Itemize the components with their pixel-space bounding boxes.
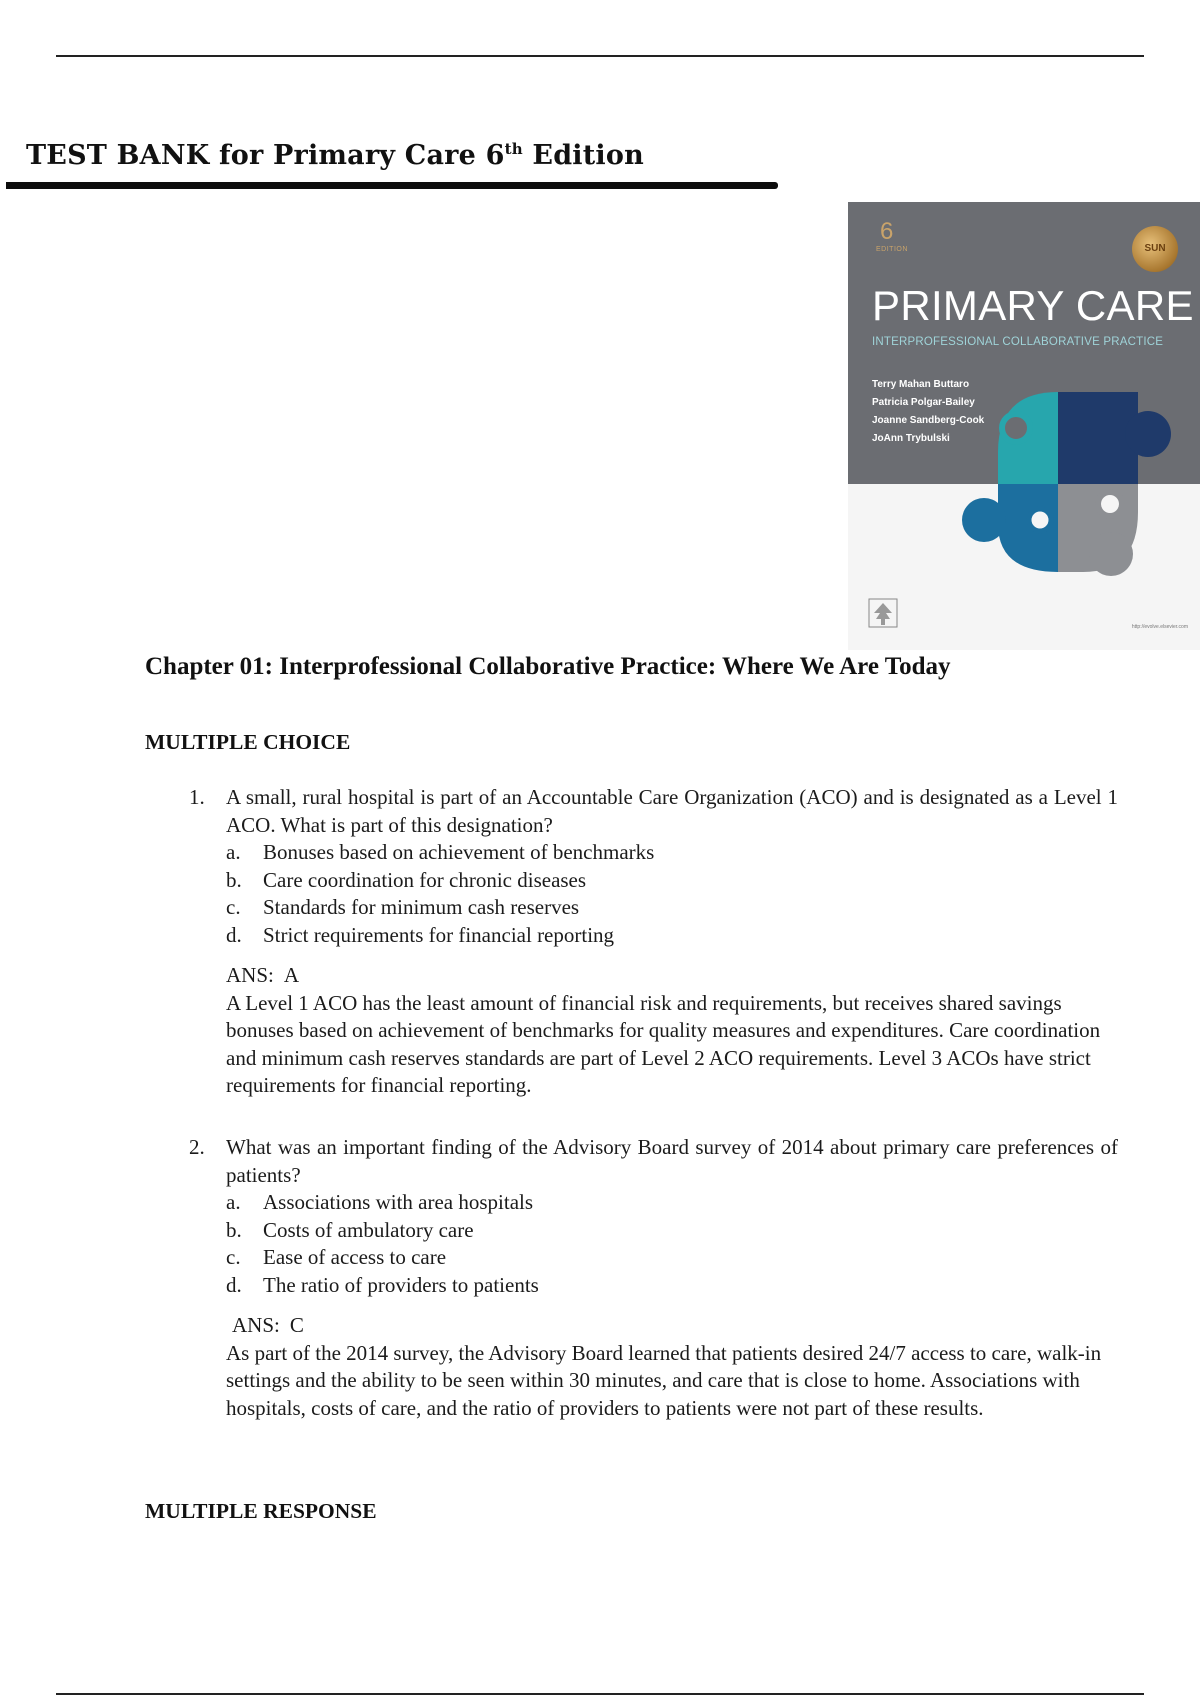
title-underline <box>6 182 778 189</box>
option-b: b. Costs of ambulatory care <box>226 1217 474 1242</box>
question-number: 1. <box>189 785 205 809</box>
section-multiple-choice: MULTIPLE CHOICE <box>145 730 351 754</box>
option-d: d. The ratio of providers to patients <box>226 1272 539 1297</box>
question-text: What was an important finding of the Advisory Board survey of 2014 about primary care preferences of patients? <box>226 1135 1118 1187</box>
answer-options <box>145 839 1120 949</box>
rationale-text: A Level 1 ACO has the least amount of financial risk and requirements, but receives shared savings bonuses based on achievement of benchmarks for quality measures and expenditures. Care coordination and minimum cash reserves standards are part of Level 2 ACO requirements. Level 3 ACOs have strict requirements for financial reporting. <box>226 990 1101 1097</box>
document-title: TEST BANK for Primary Care 6th Edition <box>26 140 644 171</box>
chapter-title: Chapter 01: Interprofessional Collaborative Practice: Where We Are Today <box>145 653 951 680</box>
cover-edition-word: EDITION <box>876 246 908 253</box>
answer-key: ANS: C <box>232 1313 304 1337</box>
option-a: a. Associations with area hospitals <box>226 1190 534 1214</box>
publisher-tree-icon <box>868 598 898 628</box>
rationale-text: As part of the 2014 survey, the Advisory Board learned that patients desired 24/7 access to care, walk-in settings and the ability to be seen within 30 minutes, and care that is close to home. Associations with hospitals, costs of care, and the ratio of providers to patients were not part of these results. <box>226 1340 1102 1420</box>
answer-block <box>145 1312 1120 1422</box>
question-number: 2. <box>189 1135 205 1159</box>
cover-title: PRIMARY CARE <box>872 282 1194 329</box>
answer-key: ANS: A <box>226 963 300 987</box>
cover-edition-number: 6 <box>880 218 894 245</box>
puzzle-knob-teal <box>1002 414 1030 442</box>
cover-author: Patricia Polgar-Bailey <box>872 397 975 408</box>
option-b: b. Care coordination for chronic diseases <box>226 867 587 892</box>
option-a: a. Bonuses based on achievement of benchmarks <box>226 840 655 864</box>
puzzle-knob-navy <box>1125 411 1171 457</box>
option-c: c. Standards for minimum cash reserves <box>226 895 580 919</box>
cover-authors <box>872 376 984 448</box>
header-rule <box>56 55 1144 57</box>
question-1 <box>145 784 1120 1100</box>
footer-rule <box>56 1693 1144 1695</box>
puzzle-knob-gray <box>1089 532 1133 576</box>
option-d: d. Strict requirements for financial reporting <box>226 922 615 947</box>
cover-subtitle: INTERPROFESSIONAL COLLABORATIVE PRACTICE <box>872 336 1164 348</box>
puzzle-knob-blue <box>962 498 1006 542</box>
puzzle-knob-gray-hole <box>1098 492 1122 516</box>
answer-block <box>145 962 1120 1100</box>
puzzle-knob-blue-hole <box>1029 509 1051 531</box>
cover-author: Joanne Sandberg-Cook <box>872 415 985 426</box>
answer-options <box>145 1189 1120 1299</box>
cover-author: Terry Mahan Buttaro <box>872 379 970 390</box>
question-2 <box>145 1134 1120 1422</box>
book-cover <box>848 202 1200 650</box>
cover-author: JoAnn Trybulski <box>872 433 950 444</box>
cover-url: http://evolve.elsevier.com <box>1131 624 1188 630</box>
question-text: A small, rural hospital is part of an Accountable Care Organization (ACO) and is designated as a Level 1 ACO. What is part of this designation? <box>226 785 1118 837</box>
option-c: c. Ease of access to care <box>226 1245 447 1269</box>
section-multiple-response: MULTIPLE RESPONSE <box>145 1499 377 1523</box>
award-seal: SUN <box>1132 226 1178 272</box>
